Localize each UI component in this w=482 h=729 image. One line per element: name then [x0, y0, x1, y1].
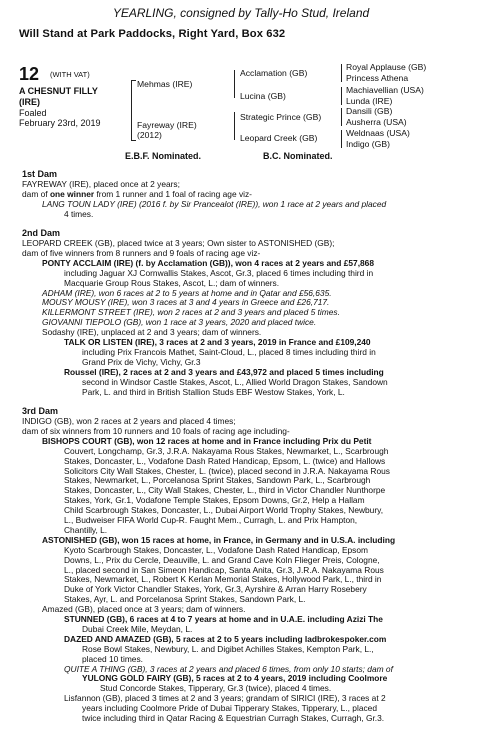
dam3-line: Solicitors City Wall Stakes, Chester, L. (twice), placed second in J.R.A. Nakayama Rous — [64, 465, 390, 476]
first-dam-heading: 1st Dam — [22, 169, 58, 179]
stand-location: Will Stand at Park Paddocks, Right Yard, Box 632 — [19, 28, 286, 40]
foaled-date: February 23rd, 2019 — [19, 118, 101, 128]
dam3-line: Amazed (GB), placed once at 3 years; dam of winners. — [42, 604, 246, 615]
vat-note: (WITH VAT) — [50, 70, 90, 79]
dam2-line: PONTY ACCLAIM (IRE) (f. by Acclamation (GB)), won 4 races at 2 years and £57,868 — [42, 257, 374, 268]
dam2-line: including Prix Francois Mathet, Saint-Cloud, L., placed 8 times including third in — [82, 346, 376, 357]
dam3-line: STUNNED (GB), 6 races at 4 to 7 years at home and in U.A.E. including Azizi The — [64, 614, 383, 624]
bracket-gg — [341, 130, 342, 148]
sale-header: YEARLING, consigned by Tally-Ho Stud, Ireland — [112, 6, 370, 20]
dam3-line: BISHOPS COURT (GB), won 12 races at home and in France including Prix du Petit — [42, 435, 372, 446]
dam2-line: dam of five winners from 8 runners and 9 foals of racing age viz- — [22, 247, 261, 258]
dam: Fayreway (IRE) — [137, 120, 197, 130]
dam2-line: MOUSY MOUSY (IRE), won 3 races at 3 and 4 years in Greece and £26,717. — [42, 297, 330, 308]
dam3-line: Rose Bowl Stakes, Newbury, L. and Digibet Achilles Stakes, Kempton Park, L., — [82, 643, 374, 654]
bracket-sire-dam — [131, 80, 132, 140]
dam3-line: Duke of York Victor Chandler Stakes, York, Gr.3, Ayrshire & Arran Harry Rosebery — [64, 584, 367, 595]
dam3-line: Stakes, Newmarket, L., Robert K Kerlan Memorial Stakes, Hollywood Park, L., third in — [64, 574, 382, 585]
bracket-tick — [131, 80, 136, 81]
dam3-line: L., Budweiser FIFA World Cup-R. Faught Mem., Curragh, L. and Prix Hampton, — [64, 515, 358, 525]
lot-description: A CHESNUT FILLY — [19, 86, 98, 96]
dam2-line: Sodashy (IRE), unplaced at 2 and 3 years; dam of winners. — [42, 327, 262, 338]
dam3-line: dam of six winners from 10 runners and 10 foals of racing age including- — [22, 425, 290, 436]
dam3-line: Lisfannon (GB), placed 3 times at 2 and 3 years; grandam of SIRICI (IRE), 3 races at 2 — [64, 693, 386, 704]
bracket-tick — [131, 140, 136, 141]
dam2-line: Macquarie Group Rous Stakes, Ascot, L.; dam of winners. — [64, 277, 280, 288]
bracket-gg — [341, 87, 342, 105]
dam3-line: Stakes, Newmarket, L., Porcelanosa Sprint Stakes, Sandown Park, L., Scarbrough — [64, 475, 371, 486]
great-grandparent: Indigo (GB) — [346, 139, 390, 149]
great-grandparent: Lunda (IRE) — [346, 96, 393, 106]
bracket-dam-parents — [234, 112, 235, 140]
granddam-2: Leopard Creek (GB) — [240, 133, 318, 143]
dam3-line: Stakes, Doncaster, L., City Wall Stakes, Chester, L., third in Victor Chandler Nunthorpe — [64, 485, 386, 496]
great-grandparent: Ausherra (USA) — [346, 117, 407, 127]
grandsire-1: Acclamation (GB) — [240, 68, 308, 78]
great-grandparent: Machiavellian (USA) — [346, 85, 424, 95]
dam3-line: Chantilly, L. — [64, 524, 108, 535]
dam3-line: Couvert, Longchamp, Gr.3, J.R.A. Nakayama Rous Stakes, Newmarket, L., Scarbrough — [64, 445, 389, 456]
dam3-line: Stakes, York, Gr.1, Vodafone Temple Stakes, Epsom Downs, Gr.2, Help a Hallam — [64, 495, 365, 506]
dam2-line: Grand Prix de Vichy, Vichy, Gr.3 — [82, 356, 201, 367]
dam3-line: L., placed second in San Simeon Handicap, Santa Anita, Gr.3, J.R.A. Nakayama Rous — [64, 564, 384, 575]
dam3-line: years including Coolmore Pride of Dubai Tipperary Stakes, Tipperary, L., placed — [82, 703, 377, 714]
great-grandparent: Royal Applause (GB) — [346, 62, 427, 72]
dam2-line: including Jaguar XJ Cornwallis Stakes, Ascot, Gr.3, placed 6 times including third in — [64, 267, 374, 278]
dam3-line: Kyoto Scarbrough Stakes, Doncaster, L., Vodafone Dash Rated Handicap, Epsom — [64, 544, 369, 555]
dam3-line: Child Scarbrough Stakes, Doncaster, L., Dubai Airport World Trophy Stakes, Newbury, — [64, 505, 384, 516]
dam2-line: Park, L. and third in British Stallion Studs EBF Westow Stakes, York, L. — [82, 386, 345, 397]
dam2-line: Roussel (IRE), 2 races at 2 and 3 years and £43,972 and placed 5 times including — [64, 366, 384, 377]
lot-number: 12 — [19, 64, 40, 84]
first-dam-produce-cont: 4 times. — [64, 209, 94, 219]
dam3-line: Downs, L., Prix du Cercle, Deauville, L. and Grand Cave Koln Flieger Preis, Cologne, — [64, 554, 380, 565]
dam3-line: twice including third in Qatar Racing & Equestrian Curragh Stakes, Curragh, Gr.3. — [82, 713, 385, 723]
dam3-line: Stud Concorde Stakes, Tipperary, Gr.3 (twice), placed 4 times. — [100, 683, 332, 694]
great-grandparent: Princess Athena — [346, 73, 409, 83]
dam2-line: KILLERMONT STREET (IRE), won 2 races at 2 and 3 years and placed 5 times. — [42, 307, 340, 318]
foaled-label: Foaled — [19, 108, 47, 118]
dam3-line: ASTONISHED (GB), won 15 races at home, in France, in Germany and in U.S.A. including — [42, 534, 396, 545]
bc-nominated: B.C. Nominated. — [263, 151, 333, 161]
ebf-nominated: E.B.F. Nominated. — [125, 151, 202, 161]
dam2-line: second in Windsor Castle Stakes, Ascot, L., Allied World Dragon Stakes, Sandown — [82, 376, 388, 387]
bracket-sire-parents — [234, 70, 235, 98]
sire: Mehmas (IRE) — [137, 79, 193, 89]
great-grandparent: Dansili (GB) — [346, 106, 393, 116]
third-dam-heading: 3rd Dam — [22, 406, 59, 416]
dam2-line: ADHAM (IRE), won 6 races at 2 to 5 years at home and in Qatar and £56,635. — [42, 287, 332, 298]
granddam-1: Lucina (GB) — [240, 91, 286, 101]
dam-year: (2012) — [137, 130, 162, 140]
first-dam-line: FAYREWAY (IRE), placed once at 2 years; — [22, 179, 180, 189]
dam2-line: GIOVANNI TIEPOLO (GB), won 1 race at 3 years, 2020 and placed twice. — [42, 317, 317, 328]
second-dam-heading: 2nd Dam — [22, 228, 61, 238]
first-dam-summary: dam of one winner from 1 runner and 1 foal of racing age viz- — [22, 189, 252, 199]
great-grandparent: Weldnaas (USA) — [346, 128, 410, 138]
dam3-line: YULONG GOLD FAIRY (GB), 5 races at 2 to 4 years, 2019 including Coolmore — [82, 673, 388, 684]
grandsire-2: Strategic Prince (GB) — [240, 112, 322, 122]
dam2-line: TALK OR LISTEN (IRE), 3 races at 2 and 3 years, 2019 in France and £109,240 — [64, 337, 371, 347]
dam3-line: Stakes, Doncaster, L., Vodafone Dash Rated Handicap, Epsom, L. (twice) and Hallows — [64, 455, 386, 466]
bracket-gg — [341, 108, 342, 126]
dam3-line: Dubai Creek Mile, Meydan, L. — [82, 623, 193, 634]
dam3-line: Stakes, Ayr, L. and Porcelanosa Sprint Stakes, Sandown Park, L. — [64, 594, 306, 605]
dam3-line: placed 10 times. — [82, 653, 143, 664]
dam2-line: LEOPARD CREEK (GB), placed twice at 3 years; Own sister to ASTONISHED (GB); — [22, 238, 335, 248]
dam3-line: DAZED AND AMAZED (GB), 5 races at 2 to 5 years including ladbrokespoker.com — [64, 633, 387, 644]
dam3-line: INDIGO (GB), won 2 races at 2 years and placed 4 times; — [22, 416, 236, 426]
dam3-line: QUITE A THING (GB), 3 races at 2 years and placed 6 times, from only 10 starts; dam of — [64, 663, 393, 674]
first-dam-produce: LANG TOUN LADY (IRE) (2016 f. by Sir Prancealot (IRE)), won 1 race at 2 years and placed — [42, 199, 387, 209]
lot-origin: (IRE) — [19, 97, 40, 107]
bracket-gg — [341, 64, 342, 82]
